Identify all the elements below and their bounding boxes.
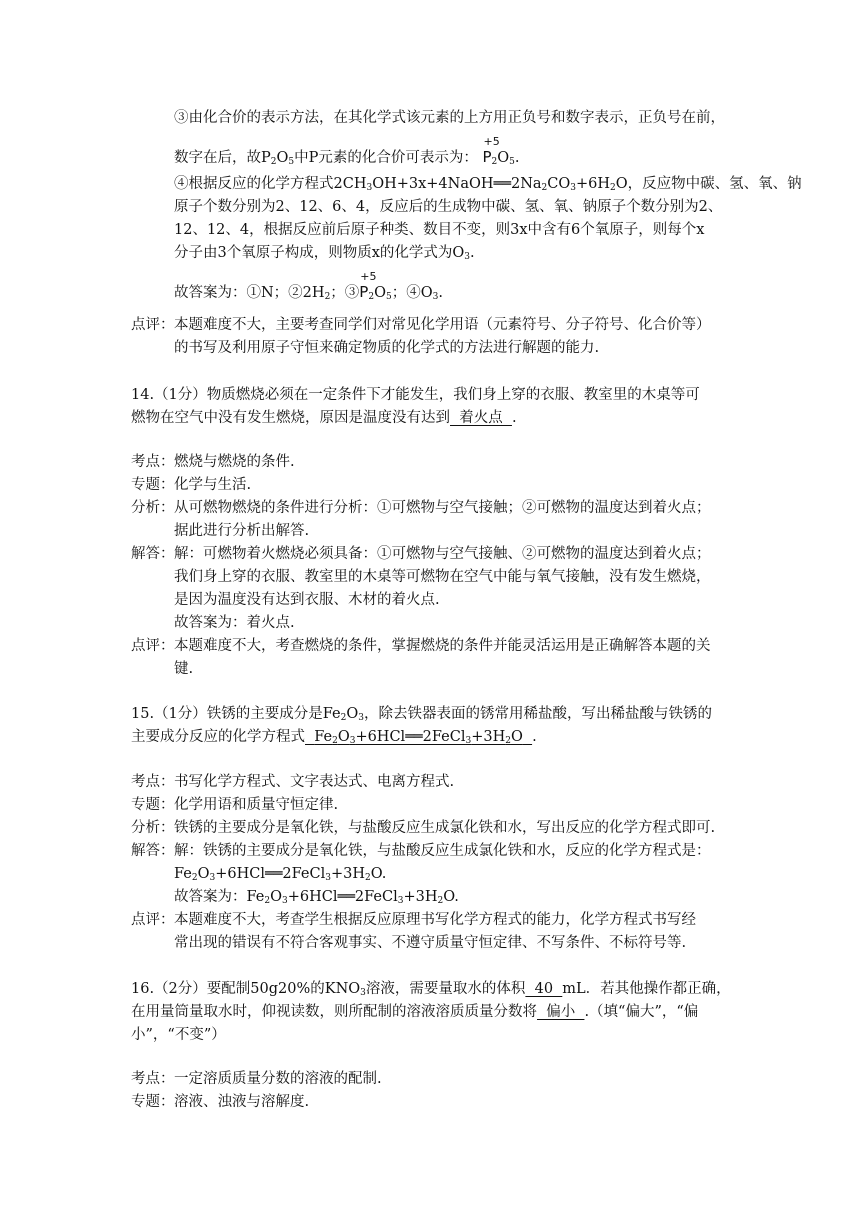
q15-zhuanti: 专题：化学用语和质量守恒定律.	[131, 797, 339, 813]
q14-jieda-line-2: 我们身上穿的衣服、教室里的木桌等可燃物在空气中能与氧气接触，没有发生燃烧，	[174, 569, 711, 585]
q14-stem-line-2: 燃物在空气中没有发生燃烧，原因是温度没有达到 着火点 .	[131, 410, 517, 426]
q14-stem-line-1: 14.（1分）物质燃烧必须在一定条件下才能发生，我们身上穿的衣服、教室里的木桌等可	[131, 387, 700, 403]
q14-jieda-line-1: 解答：解：可燃物着火燃烧必须具备：①可燃物与空气接触、②可燃物的温度达到着火点；	[131, 546, 711, 562]
q14-answer-blank: 着火点	[450, 410, 512, 426]
q14-dianping-line-1: 点评：本题难度不大，考查燃烧的条件，掌握燃烧的条件并能灵活运用是正确解答本题的关	[131, 638, 711, 654]
q15-dianping-line-1: 点评：本题难度不大，考查学生根据反应原理书写化学方程式的能力，化学方程式书写经	[131, 912, 696, 928]
q16-kaodian: 考点：一定溶质质量分数的溶液的配制.	[131, 1071, 382, 1087]
q16-stem-line-1: 16.（2分）要配制50g20%的$KNO_3$溶液，需要量取水的体积 40 mL．若其他操作都正确，	[131, 981, 731, 998]
q15-stem-line-1: 15.（1分）铁锈的主要成分是$Fe_2O_3$，除去铁器表面的锈常用稀盐酸，写出稀盐酸与铁锈的	[131, 706, 712, 723]
valence-notation: +5 P	[482, 135, 500, 166]
q14-dianping-line-2: 键.	[174, 661, 194, 677]
q15-kaodian: 考点：书写化学方程式、文字表达式、电离方程式.	[131, 774, 455, 790]
q14-zhuanti: 专题：化学与生活.	[131, 477, 252, 493]
q14-jieda-line-3: 是因为温度没有达到衣服、木材的着火点.	[174, 592, 440, 608]
q13-paragraph-3-line-2: 数字在后，故$P_2O_5$中P元素的化合价可表示为： +5 $P_2O_5$.	[174, 135, 520, 167]
q16-zhuanti: 专题：溶液、浊液与溶解度.	[131, 1094, 310, 1110]
q13-review-line-1: 点评：本题难度不大，主要考查同学们对常见化学用语（元素符号、分子符号、化合价等）	[131, 317, 711, 333]
q15-answer-blank: $Fe_2O_3+6HCl══2FeCl_3+3H_2O$	[314, 729, 523, 746]
q15-stem-line-2: 主要成分反应的化学方程式 $Fe_2O_3+6HCl══2FeCl_3+3H_2O$ .	[131, 729, 537, 746]
valence-notation-answer: +5 P	[359, 270, 377, 301]
q14-fenxi-line-1: 分析：从可燃物燃烧的条件进行分析：①可燃物与空气接触；②可燃物的温度达到着火点；	[131, 500, 711, 516]
q13-paragraph-4-line-3: 12、12、4，根据反应前后原子种类、数目不变，则3x中含有6个氧原子，则每个x	[174, 222, 705, 238]
q16-stem-line-3: 小”，“不变”）	[131, 1027, 226, 1043]
q15-jieda-equation: $Fe_2O_3+6HCl══2FeCl_3+3H_2O$.	[174, 866, 387, 883]
q16-answer-blank-1: 40	[525, 981, 563, 997]
q15-dianping-line-2: 常出现的错误有不符合客观事实、不遵守质量守恒定律、不写条件、不标符号等.	[174, 935, 687, 951]
q15-jieda-line-1: 解答：解：铁锈的主要成分是氧化铁，与盐酸反应生成氯化铁和水，反应的化学方程式是：	[131, 843, 711, 859]
q13-paragraph-4-line-1: ④根据反应的化学方程式$2CH_3OH+3x+4NaOH══2Na_2CO_3+6H_2O$，反应物中碳、氢、氧、钠	[174, 176, 802, 193]
q13-paragraph-4-line-2: 原子个数分别为2、12、6、4，反应后的生成物中碳、氢、氧、钠原子个数分别为2、	[174, 199, 723, 215]
q13-paragraph-4-line-4: 分子由3个氧原子构成，则物质x的化学式为$O_3$.	[174, 245, 475, 262]
q16-stem-line-2: 在用量筒量取水时，仰视读数，则所配制的溶液溶质质量分数将 偏小 .（填“偏大”，“偏	[131, 1004, 699, 1020]
q15-fenxi: 分析：铁锈的主要成分是氧化铁，与盐酸反应生成氯化铁和水，写出反应的化学方程式即可.	[131, 820, 716, 836]
q16-answer-blank-2: 偏小	[537, 1004, 585, 1020]
q13-answer: 故答案为：①N；$②2H_2$；③ +5 $P_2O_5$；$④O_3$.	[174, 270, 443, 302]
q14-kaodian: 考点：燃烧与燃烧的条件.	[131, 454, 295, 470]
q15-jieda-answer: 故答案为：$Fe_2O_3+6HCl══2FeCl_3+3H_2O$.	[174, 889, 459, 906]
q14-jieda-line-4: 故答案为：着火点.	[174, 615, 295, 631]
q13-review-line-2: 的书写及利用原子守恒来确定物质的化学式的方法进行解题的能力.	[174, 340, 600, 356]
q13-paragraph-3-line-1: ③由化合价的表示方法，在其化学式该元素的上方用正负号和数字表示，正负号在前，	[174, 110, 725, 126]
q14-fenxi-line-2: 据此进行分析出解答.	[174, 523, 310, 539]
